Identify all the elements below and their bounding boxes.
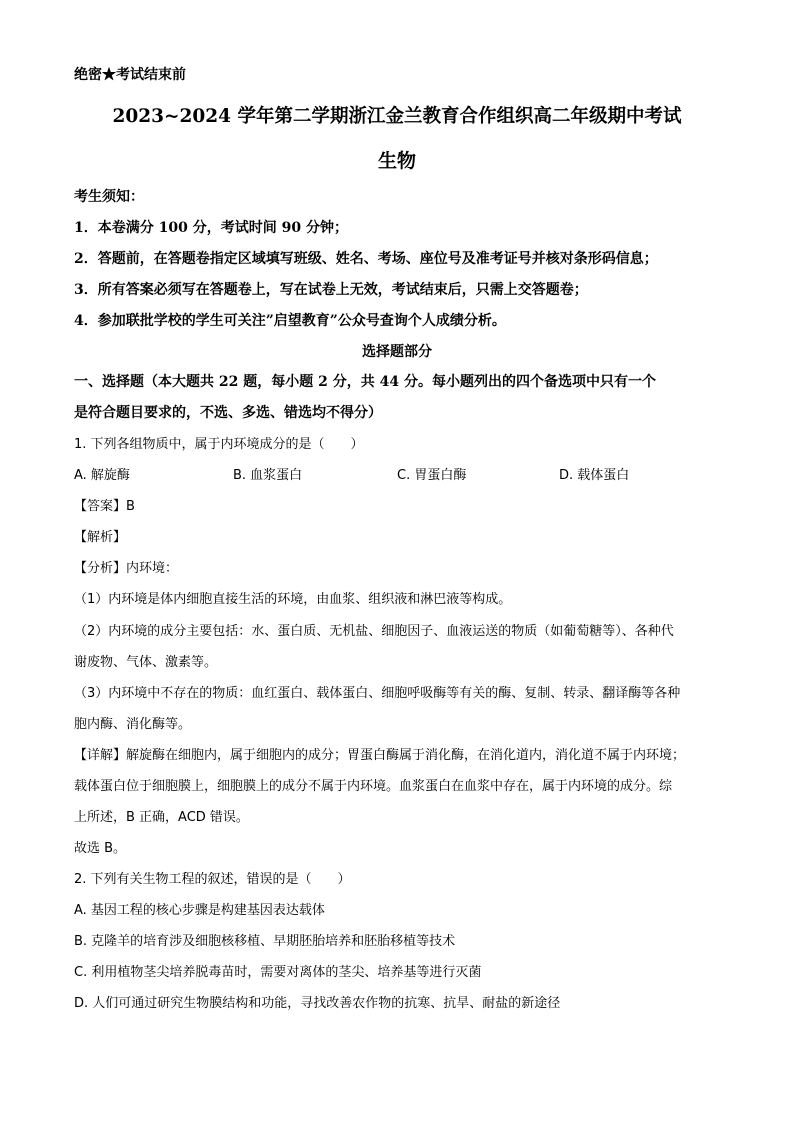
notice-item: 4．参加联批学校的学生可关注”启望教育”公众号查询个人成绩分析。 xyxy=(74,313,506,329)
notice-item: 2．答题前，在答题卷指定区域填写班级、姓名、考场、座位号及准考证号并核对条形码信息； xyxy=(74,251,658,267)
section-title: 选择题部分 xyxy=(362,344,432,360)
option-b: B. 血浆蛋白 xyxy=(233,468,303,483)
notice-item: 3．所有答案必须写在答题卷上，写在试卷上无效，考试结束后，只需上交答题卷； xyxy=(74,282,588,298)
analysis-paragraph: （1）内环境是体内细胞直接生活的环境，由血浆、组织液和淋巴液等构成。 xyxy=(74,592,512,607)
section-intro: 是符合题目要求的，不选、多选、错选均不得分） xyxy=(74,405,382,421)
question-stem: 2. 下列有关生物工程的叙述，错误的是（ ） xyxy=(74,872,351,887)
option-d: D. 人们可通过研究生物膜结构和功能，寻找改善农作物的抗寒、抗旱、耐盐的新途径 xyxy=(74,996,561,1011)
analysis-paragraph: 谢废物、气体、激素等。 xyxy=(74,655,218,670)
option-a: A. 基因工程的核心步骤是构建基因表达载体 xyxy=(74,903,325,918)
analysis-heading: 【分析】内环境： xyxy=(74,561,179,576)
analysis-paragraph: 胞内酶、消化酶等。 xyxy=(74,717,192,732)
analysis-paragraph: （3）内环境中不存在的物质：血红蛋白、载体蛋白、细胞呼吸酶等有关的酶、复制、转录、翻译酶等各种 xyxy=(74,686,681,701)
question-stem: 1. 下列各组物质中，属于内环境成分的是（ ） xyxy=(74,437,364,452)
confidential-mark: 绝密★考试结束前 xyxy=(74,67,186,83)
notice-heading: 考生须知： xyxy=(74,189,144,205)
answer-line: 【答案】B xyxy=(74,499,135,514)
option-d: D. 载体蛋白 xyxy=(559,468,630,483)
option-c: C. 胃蛋白酶 xyxy=(397,468,467,483)
option-c: C. 利用植物茎尖培养脱毒苗时，需要对离体的茎尖、培养基等进行灭菌 xyxy=(74,965,482,980)
detail-paragraph: 上所述，B 正确，ACD 错误。 xyxy=(74,810,249,825)
detail-paragraph: 载体蛋白位于细胞膜上，细胞膜上的成分不属于内环境。血浆蛋白在血浆中存在，属于内环境的成分。综 xyxy=(74,779,673,794)
notice-item: 1．本卷满分 100 分，考试时间 90 分钟； xyxy=(74,220,348,236)
option-a: A. 解旋酶 xyxy=(74,468,130,483)
exam-title: 2023~2024 学年第二学期浙江金兰教育合作组织高二年级期中考试 xyxy=(112,106,682,127)
conclusion-line: 故选 B。 xyxy=(74,841,127,856)
option-b: B. 克隆羊的培育涉及细胞核移植、早期胚胎培养和胚胎移植等技术 xyxy=(74,934,456,949)
analysis-tag: 【解析】 xyxy=(74,530,127,545)
subject-title: 生物 xyxy=(377,150,416,172)
analysis-paragraph: （2）内环境的成分主要包括：水、蛋白质、无机盐、细胞因子、血液运送的物质（如葡萄糖等）、各种代 xyxy=(74,624,674,639)
section-intro: 一、选择题（本大题共 22 题，每小题 2 分，共 44 分。每小题列出的四个备选项中只有一个 xyxy=(74,374,656,390)
detail-paragraph: 【详解】解旋酶在细胞内，属于细胞内的成分；胃蛋白酶属于消化酶，在消化道内，消化道不属于内环境； xyxy=(74,748,686,763)
